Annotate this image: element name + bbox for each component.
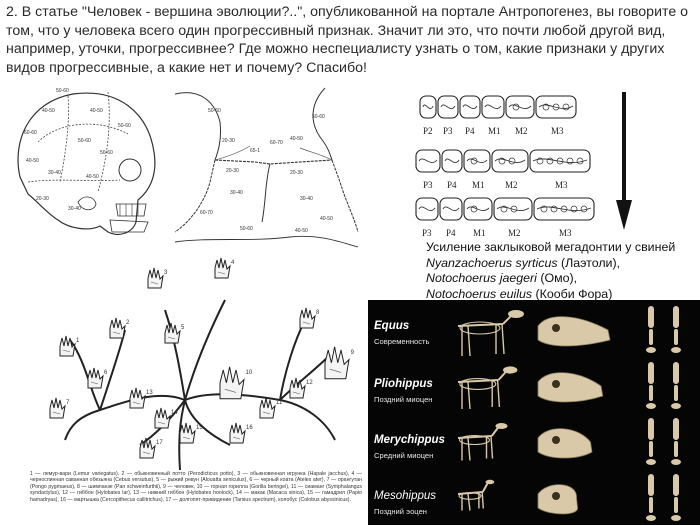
horse-skeleton (458, 480, 494, 511)
primate-hand (290, 378, 305, 398)
tooth-label: M3 (555, 180, 568, 190)
hand-number: 16 (246, 425, 253, 431)
primate-hand (165, 323, 180, 343)
tooth (438, 96, 458, 118)
horse-skull (538, 317, 610, 346)
suture-number: 60-70 (270, 140, 283, 146)
horse-row (368, 302, 700, 358)
skull-region-number: 40-50 (42, 108, 55, 114)
skull-region-number: 40-50 (90, 108, 103, 114)
hand-number: 6 (104, 370, 108, 376)
primate-hand (60, 336, 75, 356)
tooth (440, 198, 462, 220)
skull-region-number: 30-40 (68, 206, 81, 212)
tooth-label: P3 (422, 228, 432, 238)
tooth (420, 96, 436, 118)
era-label: Современность (374, 337, 430, 346)
suture-number: 30-40 (230, 190, 243, 196)
horse-row-images (448, 470, 700, 526)
tooth-label: P4 (447, 180, 457, 190)
site-name: (Лаэтоли), (557, 255, 621, 270)
tooth-label: M3 (551, 126, 564, 136)
hand-number: 15 (196, 425, 203, 431)
primate-hand (50, 398, 65, 418)
horse-row-images (448, 414, 700, 470)
pig-teeth-diagram (412, 92, 612, 242)
suture-number: 60-70 (200, 210, 213, 216)
suture-number: 50-60 (312, 114, 325, 120)
cranial-sutures-diagram (170, 82, 360, 252)
tooth (536, 96, 576, 118)
tooth (530, 150, 590, 172)
primate-hand (88, 368, 103, 388)
era-label: Поздний эоцен (374, 507, 427, 516)
primate-hand (215, 258, 230, 278)
teeth-caption-line2 (426, 271, 696, 287)
species-name: Nyanzachoerus syrticus (426, 255, 558, 270)
skull-region-number: 20-30 (36, 196, 49, 202)
horse-skull (538, 485, 578, 514)
suture-number: 50-60 (240, 226, 253, 232)
tooth-label: M3 (559, 228, 572, 238)
tooth (442, 150, 462, 172)
tooth (482, 96, 504, 118)
horse-skeleton (458, 366, 517, 409)
teeth-caption (426, 240, 696, 302)
horse-skull (538, 429, 592, 458)
tooth-label: M1 (473, 228, 486, 238)
suture-number: 20-30 (222, 138, 235, 144)
tree-caption: 1 — лемур-вари (Lemur variegatus), 2 — обыкновенный потто (Perodicticus potto), 3 — обыкновенная игрунка (Hapale jacchus), 4 — черноспинная саванная обезьяна (Cebus versutus), 5 — рыжий ревун (Alouatta seniculus), 6 — черный коата (Ateles ater), 7 — орангутан (Pongo pygmaeus), 8 — шимпанзе (Pan schweinfurthii), 9 — человек, 10 — горная горилла (Gorilla beringei), 11 — сиаманг (Symphalangus syndactylus), 12 — гиббон (Hylobates lar), 13 — нижний гиббон (Hylobates hoolock), 14 — макак (Macaca sinica), 15 — гамадрил (Papio hamadryas), 16 — мартышка (Cercopithecus callitrichus), 17 — долгопят-привидение (Tarsius spectrum), колобус (Colobus abyssinicus). (30, 471, 362, 503)
hand-number: 4 (231, 260, 235, 266)
skull-region-number: 40-50 (26, 158, 39, 164)
primate-hands-tree-diagram (30, 250, 354, 470)
primate-hand (148, 268, 163, 288)
primate-hand (260, 398, 275, 418)
horse-skull (538, 373, 603, 402)
primate-hand (300, 308, 315, 328)
tooth-label: P2 (423, 126, 433, 136)
down-arrow-icon (614, 92, 634, 232)
hand-number: 17 (156, 440, 163, 446)
suture-number: 65-1 (250, 148, 261, 154)
skull-region-number: 60-60 (24, 130, 37, 136)
horse-row (368, 470, 700, 526)
tooth (494, 198, 532, 220)
suture-number: 30-40 (300, 196, 313, 202)
teeth-caption-title: Усиление заклыковой мегадонтии у свиней (426, 240, 676, 254)
suture-number: 40-50 (320, 216, 333, 222)
tooth-label: M1 (488, 126, 501, 136)
horse-evolution-panel (368, 300, 700, 525)
hand-number: 2 (126, 320, 130, 326)
tooth-label: P4 (446, 228, 456, 238)
hand-number: 11 (276, 400, 283, 406)
tooth-label: P3 (443, 126, 453, 136)
primate-hand (110, 318, 125, 338)
species-name: Notochoerus euilus (426, 286, 533, 301)
horse-row-images (448, 358, 700, 414)
tooth (464, 198, 492, 220)
hand-number: 7 (66, 400, 70, 406)
tooth-label: M2 (515, 126, 528, 136)
site-name: (Омо), (536, 271, 578, 285)
primate-hand (130, 388, 145, 408)
site-name: (Кооби Фора) (532, 286, 613, 301)
primate-hand (155, 408, 170, 428)
genus-label: Merychippus (374, 434, 445, 446)
primate-hand (325, 347, 349, 379)
hand-number: 10 (245, 370, 253, 376)
hand-number: 5 (181, 325, 185, 331)
tooth (460, 96, 480, 118)
skull-region-number: 40-50 (86, 174, 99, 180)
hand-number: 8 (316, 310, 320, 316)
suture-number: 40-50 (295, 228, 308, 234)
horse-row-images (448, 302, 700, 358)
genus-label: Mesohippus (374, 490, 437, 502)
horse-skeleton (458, 310, 524, 356)
skull-ossification-diagram (8, 82, 168, 252)
tooth-label: M2 (505, 180, 518, 190)
hand-number: 12 (306, 380, 313, 386)
primate-hand (230, 423, 245, 443)
hand-number: 9 (350, 350, 354, 356)
tooth-label: P3 (423, 180, 433, 190)
era-label: Средний миоцен (374, 451, 434, 460)
genus-label: Equus (374, 320, 410, 332)
skull-region-number: 50-60 (100, 150, 113, 156)
tooth (416, 150, 440, 172)
skull-region-number: 50-60 (118, 123, 131, 129)
tooth (464, 150, 490, 172)
tooth (492, 150, 528, 172)
tooth (506, 96, 534, 118)
primate-hand (140, 438, 155, 458)
horse-skeleton (458, 423, 508, 461)
tooth (416, 198, 438, 220)
hand-number: 3 (164, 270, 168, 276)
tooth-label: P4 (465, 126, 475, 136)
suture-number: 20-30 (290, 170, 303, 176)
suture-number: 20-30 (226, 168, 239, 174)
primate-hand (220, 367, 244, 399)
hand-number: 14 (171, 410, 178, 416)
suture-number: 50-60 (208, 108, 221, 114)
genus-label: Pliohippus (374, 378, 433, 390)
tooth (534, 198, 594, 220)
hand-number: 13 (146, 390, 153, 396)
horse-leg-bones (646, 362, 681, 409)
primate-hand (180, 423, 195, 443)
horse-row (368, 414, 700, 470)
suture-number: 40-50 (290, 136, 303, 142)
question-text: 2. В статье "Человек - вершина эволюции?..", опубликованной на портале Антропогенез, вы говорите о том, что у человека всего один прогрессивный признак. Значит ли это, что почти любой другой вид, например, уточки, прогрессивнее? Где можно неспециалисту узнать о том, какие признаки у других видов прогрессивные, а какие нет и почему? Спасибо! (6, 4, 689, 76)
teeth-caption-line1 (426, 256, 696, 272)
horse-leg-bones (646, 474, 681, 521)
horse-row (368, 358, 700, 414)
horse-leg-bones (646, 418, 681, 465)
species-name: Notochoerus jaegeri (426, 271, 537, 285)
skull-region-number: 30-40 (48, 170, 61, 176)
skull-region-number: 50-60 (78, 138, 91, 144)
tooth-label: M1 (472, 180, 485, 190)
horse-leg-bones (646, 306, 681, 353)
era-label: Поздний миоцен (374, 395, 433, 404)
tooth-label: M2 (508, 228, 521, 238)
skull-region-number: 50-60 (56, 88, 69, 94)
hand-number: 1 (76, 338, 80, 344)
